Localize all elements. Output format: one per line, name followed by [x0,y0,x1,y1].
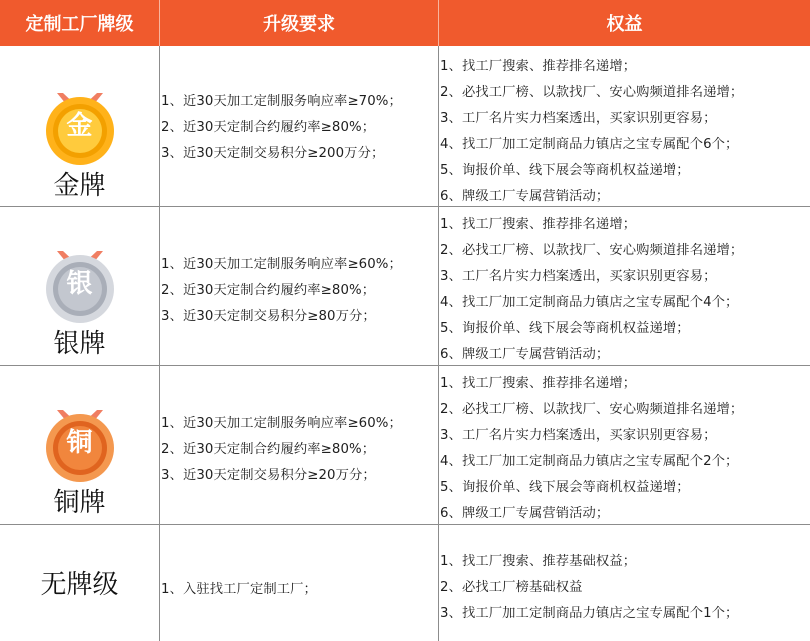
bronze-medal-icon [35,386,125,486]
requirements-cell [160,525,439,641]
benefits-cell [440,366,810,524]
benefit-item: 2、必找工厂榜基础权益 [440,580,583,595]
benefit-item: 1、找工厂搜索、推荐排名递增； [440,59,637,74]
requirements-cell [160,366,439,524]
requirement-item: 2、近30天定制合约履约率≥80%； [161,120,376,135]
benefit-item: 2、必找工厂榜、以款找厂、安心购频道排名递增； [440,243,744,258]
benefit-item: 1、找工厂搜索、推荐排名递增； [440,376,637,391]
benefit-item: 4、找工厂加工定制商品力镇店之宝专属配个6个； [440,137,739,152]
benefit-item: 2、必找工厂榜、以款找厂、安心购频道排名递增； [440,85,744,100]
gold-medal-icon [35,69,125,169]
benefit-item: 3、找工厂加工定制商品力镇店之宝专属配个1个； [440,606,739,621]
requirement-item: 1、入驻找工厂定制工厂； [161,582,317,597]
benefit-item: 3、工厂名片实力档案透出，买家识别更容易； [440,428,717,443]
benefit-item: 4、找工厂加工定制商品力镇店之宝专属配个2个； [440,454,739,469]
requirement-item: 3、近30天定制交易积分≥80万分； [161,309,376,324]
benefit-item: 5、询报价单、线下展会等商机权益递增； [440,163,690,178]
tier-cell-gold [0,47,159,206]
tier-name: 金牌 [53,171,106,201]
tier-cell-bronze [0,366,159,524]
requirements-cell [160,47,439,206]
requirement-item: 3、近30天定制交易积分≥20万分； [161,468,376,483]
benefits-cell [440,525,810,641]
benefits-cell [440,207,810,365]
benefit-item: 6、牌级工厂专属营销活动； [440,506,610,521]
benefit-item: 2、必找工厂榜、以款找厂、安心购频道排名递增； [440,402,744,417]
benefit-item: 5、询报价单、线下展会等商机权益递增； [440,480,690,495]
header-tier: 定制工厂牌级 [0,0,160,46]
benefit-item: 4、找工厂加工定制商品力镇店之宝专属配个4个； [440,295,739,310]
medal-label: 铜 [66,428,93,458]
benefit-item: 1、找工厂搜索、推荐排名递增； [440,217,637,232]
silver-medal-icon [35,227,125,327]
requirements-cell [160,207,439,365]
requirement-item: 1、近30天加工定制服务响应率≥60%； [161,257,402,272]
requirement-item: 2、近30天定制合约履约率≥80%； [161,283,376,298]
benefit-item: 5、询报价单、线下展会等商机权益递增； [440,321,690,336]
header-benefits: 权益 [439,0,810,46]
benefit-item: 6、牌级工厂专属营销活动； [440,189,610,204]
benefit-item: 3、工厂名片实力档案透出，买家识别更容易； [440,111,717,126]
benefit-item: 3、工厂名片实力档案透出，买家识别更容易； [440,269,717,284]
tier-cell-silver [0,207,159,365]
benefits-cell [440,47,810,206]
benefit-item: 6、牌级工厂专属营销活动； [440,347,610,362]
benefit-item: 1、找工厂搜索、推荐基础权益； [440,554,637,569]
requirement-item: 3、近30天定制交易积分≥200万分； [161,146,385,161]
tier-name: 铜牌 [53,488,106,518]
medal-label: 银 [66,269,93,299]
requirement-item: 1、近30天加工定制服务响应率≥60%； [161,416,402,431]
requirement-item: 1、近30天加工定制服务响应率≥70%； [161,94,402,109]
medal-label: 金 [66,111,93,141]
header-requirements: 升级要求 [160,0,439,46]
tier-name-none: 无牌级 [40,570,119,600]
tier-name: 银牌 [53,329,106,359]
requirement-item: 2、近30天定制合约履约率≥80%； [161,442,376,457]
